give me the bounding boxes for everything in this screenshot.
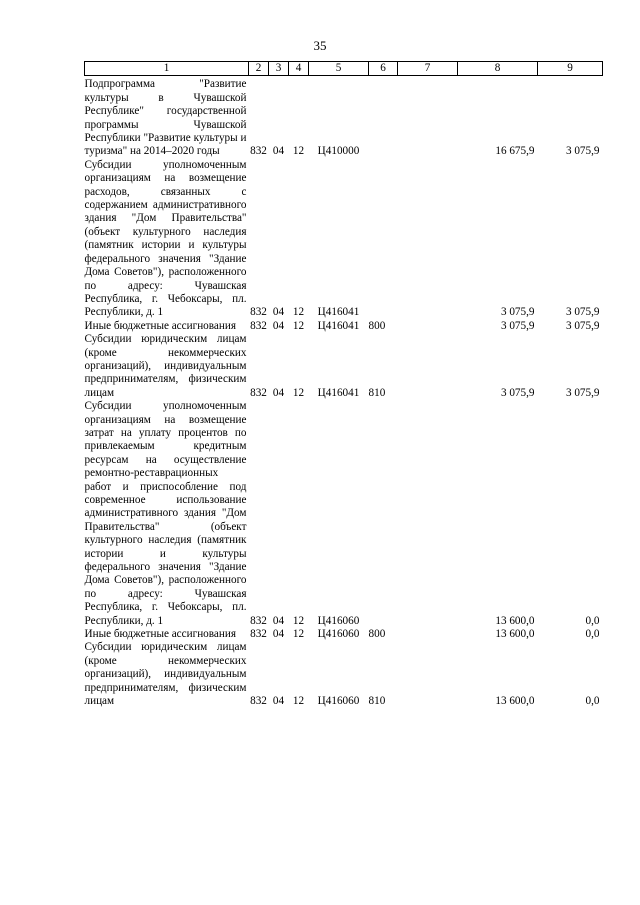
cell-subsection: 12 bbox=[292, 386, 305, 399]
row-name: Субсидии уполномоченным организациям на возмещение затрат на уплату процентов по привлекаемым кредитным ресурсам на осуществление ремонтно-реставрационных работ и приспособление под современное использование административного здания "Дом Правительства" (объект культурного наследия (памятник истории и культуры федерального значения "Здание Дома Советов"), расположенного по адресу: Чувашская Республика, г. Чебоксары, пл. Республики, д. 1 bbox=[84, 400, 247, 627]
cell-expense-type bbox=[369, 159, 398, 320]
cell-amount-2: 3 075,9 bbox=[565, 145, 600, 158]
cell-amount-2: 0,0 bbox=[585, 695, 600, 708]
cell-col7 bbox=[398, 159, 458, 320]
cell-subsection: 12 bbox=[292, 614, 305, 627]
header-cell: 4 bbox=[289, 62, 309, 76]
cell-amount-1: 13 600,0 bbox=[495, 614, 535, 627]
cell-expense-type: 810 bbox=[368, 695, 386, 708]
row-name: Иные бюджетные ассигнования bbox=[84, 628, 236, 641]
cell-section: 04 bbox=[272, 145, 285, 158]
cell-section: 04 bbox=[272, 306, 285, 319]
cell-subsection: 12 bbox=[292, 319, 305, 332]
cell-target-article: Ц416041 bbox=[317, 386, 360, 399]
table-row bbox=[85, 320, 603, 333]
header-cell: 7 bbox=[398, 62, 458, 76]
table-row bbox=[85, 333, 603, 400]
cell-amount-2: 0,0 bbox=[585, 628, 600, 641]
row-name: Субсидии уполномоченным организациям на возмещение расходов, связанных с содержанием административного здания "Дом Правительства" (объект культурного наследия (памятник истории и культуры федерального значения "Здание Дома Советов"), расположенного по адресу: Чувашская Республика, г. Чебоксары, пл. Республики, д. 1 bbox=[84, 158, 247, 319]
cell-target-article: Ц410000 bbox=[317, 145, 360, 158]
cell-amount-2: 3 075,9 bbox=[565, 306, 600, 319]
cell-ministry: 832 bbox=[250, 695, 267, 708]
cell-col7 bbox=[398, 628, 458, 641]
budget-table bbox=[84, 61, 603, 709]
cell-section: 04 bbox=[272, 319, 285, 332]
cell-amount-1: 3 075,9 bbox=[500, 319, 535, 332]
cell-ministry: 832 bbox=[250, 386, 267, 399]
row-name: Субсидии юридическим лицам (кроме некоммерческих организаций), индивидуальным предпринимателям, физическим лицам bbox=[84, 333, 247, 399]
cell-amount-2: 3 075,9 bbox=[565, 386, 600, 399]
row-name: Подпрограмма "Развитие культуры в Чувашской Республике" государственной программы Чувашской Республики "Развитие культуры и туризма" на 2014–2020 годы bbox=[84, 78, 247, 158]
cell-col7 bbox=[398, 320, 458, 333]
header-row bbox=[85, 62, 603, 76]
cell-col7 bbox=[398, 400, 458, 628]
table-row bbox=[85, 628, 603, 641]
table-row bbox=[85, 76, 603, 159]
row-name: Субсидии юридическим лицам (кроме некоммерческих организаций), индивидуальным предпринимателям, физическим лицам bbox=[84, 641, 247, 708]
cell-expense-type bbox=[369, 76, 398, 159]
table-header bbox=[85, 62, 603, 76]
cell-target-article: Ц416060 bbox=[317, 695, 360, 708]
table-row bbox=[85, 641, 603, 708]
header-cell: 3 bbox=[269, 62, 289, 76]
cell-col7 bbox=[398, 641, 458, 708]
cell-amount-1: 3 075,9 bbox=[500, 386, 535, 399]
table-row bbox=[85, 400, 603, 628]
page-number: 35 bbox=[313, 38, 327, 53]
cell-section: 04 bbox=[272, 614, 285, 627]
cell-amount-2: 3 075,9 bbox=[565, 319, 600, 332]
row-name: Иные бюджетные ассигнования bbox=[84, 319, 236, 332]
cell-ministry: 832 bbox=[250, 319, 267, 332]
cell-target-article: Ц416060 bbox=[317, 628, 360, 641]
cell-col7 bbox=[398, 76, 458, 159]
cell-ministry: 832 bbox=[250, 628, 267, 641]
cell-section: 04 bbox=[272, 386, 285, 399]
header-cell: 5 bbox=[309, 62, 369, 76]
cell-ministry: 832 bbox=[250, 306, 267, 319]
cell-target-article: Ц416041 bbox=[317, 319, 360, 332]
table-row bbox=[85, 159, 603, 320]
cell-expense-type: 800 bbox=[368, 628, 386, 641]
cell-col7 bbox=[398, 333, 458, 400]
header-cell: 8 bbox=[458, 62, 538, 76]
cell-target-article: Ц416060 bbox=[317, 614, 360, 627]
cell-expense-type: 800 bbox=[368, 319, 386, 332]
header-cell: 6 bbox=[369, 62, 398, 76]
cell-subsection: 12 bbox=[292, 145, 305, 158]
cell-amount-1: 13 600,0 bbox=[495, 695, 535, 708]
cell-ministry: 832 bbox=[250, 145, 267, 158]
cell-subsection: 12 bbox=[292, 628, 305, 641]
cell-expense-type: 810 bbox=[368, 386, 386, 399]
cell-expense-type bbox=[369, 400, 398, 628]
cell-amount-1: 3 075,9 bbox=[500, 306, 535, 319]
cell-section: 04 bbox=[272, 695, 285, 708]
header-cell: 1 bbox=[85, 62, 249, 76]
cell-amount-2: 0,0 bbox=[585, 614, 600, 627]
header-cell: 9 bbox=[538, 62, 603, 76]
cell-subsection: 12 bbox=[292, 695, 305, 708]
cell-amount-1: 13 600,0 bbox=[495, 628, 535, 641]
cell-target-article: Ц416041 bbox=[317, 306, 360, 319]
cell-section: 04 bbox=[272, 628, 285, 641]
cell-ministry: 832 bbox=[250, 614, 267, 627]
cell-subsection: 12 bbox=[292, 306, 305, 319]
cell-amount-1: 16 675,9 bbox=[495, 145, 535, 158]
header-cell: 2 bbox=[249, 62, 269, 76]
